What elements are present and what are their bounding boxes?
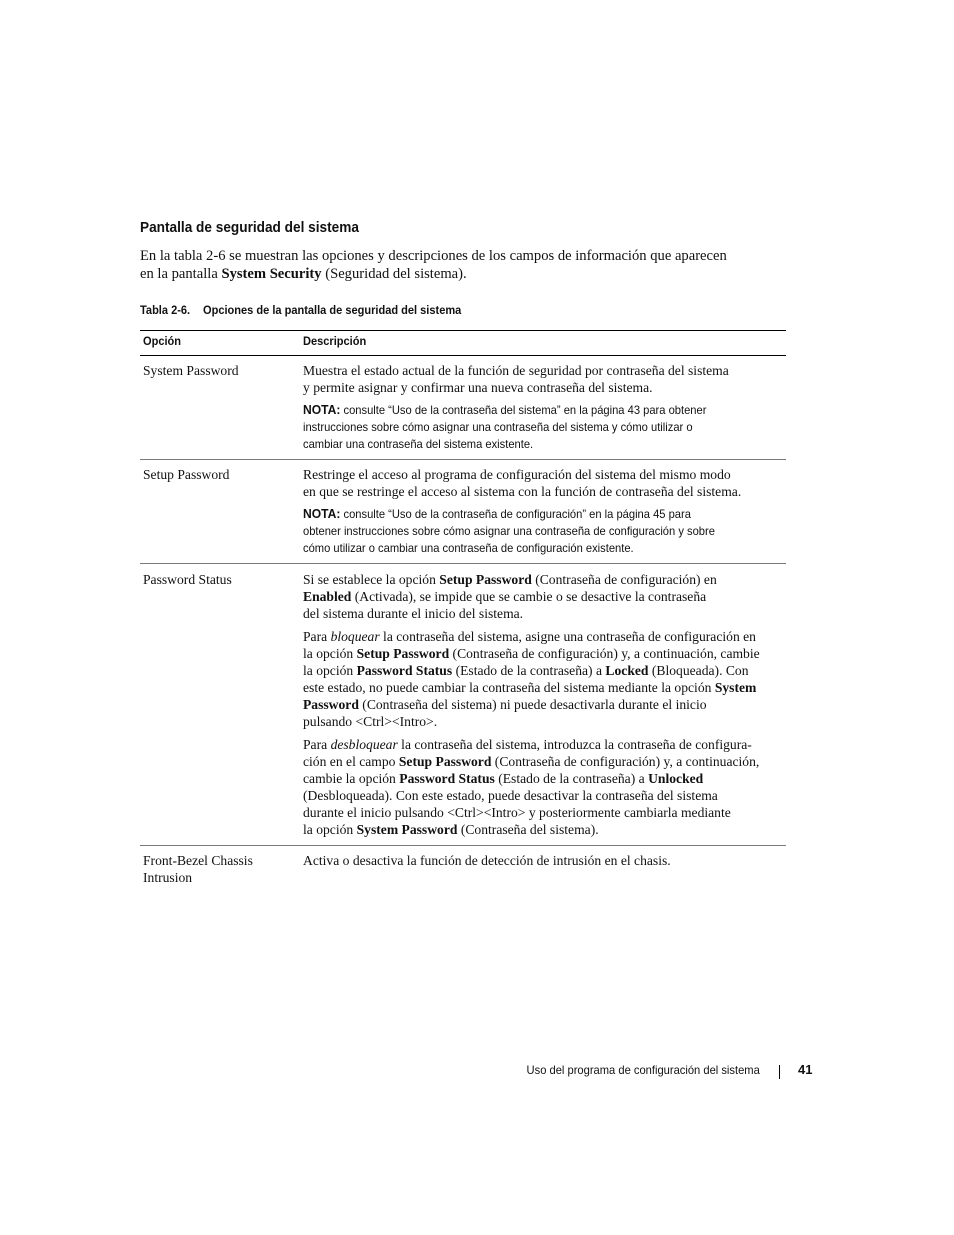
table-caption-number: Tabla 2-6. <box>140 303 191 317</box>
option-description <box>303 466 786 557</box>
table-row <box>140 846 786 885</box>
note-block: NOTA: consulte “Uso de la contraseña del sistema” en la página 43 para obtener instrucciones sobre cómo asignar una contraseña del sistema y cómo utilizar o cambiar una contraseña del sistema existente. <box>303 402 707 451</box>
table-caption-title: Opciones de la pantalla de seguridad del sistema <box>202 303 462 317</box>
option-name: System Password <box>143 363 239 378</box>
page-footer <box>0 1062 954 1082</box>
description-paragraph: Muestra el estado actual de la función de seguridad por contraseña del sistema y permite asignar y confirmar una nueva contraseña del sistema. <box>303 363 729 395</box>
option-name: Password Status <box>143 572 232 587</box>
options-table <box>140 330 786 885</box>
description-paragraph: Para bloquear la contraseña del sistema, asigne una contraseña de configuración en la opción Setup Password (Contraseña de configuración) y, a continuación, cambie la opción Password Status (Estado de la contraseña) a Locked (Bloqueada). Con este estado, no puede cambiar la contraseña del sistema mediante la opción System Password (Contraseña del sistema) ni puede desactivarla durante el inicio pulsando <Ctrl><Intro>. <box>303 629 760 729</box>
option-description <box>303 852 786 869</box>
description-paragraph: Para desbloquear la contraseña del sistema, introduzca la contraseña de configura- ción en el campo Setup Password (Contraseña de configuración) y, a continuación, cambie la opción Password Status (Estado de la contraseña) a Unlocked (Desbloqueada). Con este estado, puede desactivar la contraseña del sistema durante el inicio pulsando <Ctrl><Intro> y posteriormente cambiarla mediante la opción System Password (Contraseña del sistema). <box>303 737 760 837</box>
table-caption <box>140 303 461 317</box>
footer-separator <box>779 1065 780 1079</box>
option-name: Setup Password <box>143 467 230 482</box>
intro-paragraph <box>140 247 800 283</box>
description-paragraph: Si se establece la opción Setup Password (Contraseña de configuración) en Enabled (Activada), se impide que se cambie o se desactive la contraseña del sistema durante el inicio del sistema. <box>303 572 717 621</box>
table-row <box>140 460 786 564</box>
description-paragraph: Activa o desactiva la función de detección de intrusión en el chasis. <box>303 853 671 868</box>
option-name: Front-Bezel Chassis Intrusion <box>143 853 253 885</box>
header-description: Descripción <box>303 334 367 348</box>
page-number: 41 <box>798 1062 813 1077</box>
intro-line: En la tabla 2-6 se muestran las opciones y descripciones de los campos de información que aparecen <box>140 248 727 264</box>
intro-line: en la pantalla System Security (Seguridad del sistema). <box>140 266 467 282</box>
table-body <box>140 356 786 885</box>
note-block: NOTA: consulte “Uso de la contraseña de configuración” en la página 45 para obtener instrucciones sobre cómo asignar una contraseña de configuración y sobre cómo utilizar o cambiar una contraseña de configuración existente. <box>303 506 715 555</box>
table-row <box>140 356 786 460</box>
description-paragraph: Restringe el acceso al programa de configuración del sistema del mismo modo en que se restringe el acceso al sistema con la función de contraseña del sistema. <box>303 467 742 499</box>
footer-chapter-title: Uso del programa de configuración del sistema <box>526 1063 760 1077</box>
header-option: Opción <box>143 334 182 348</box>
section-heading: Pantalla de seguridad del sistema <box>140 220 359 236</box>
table-header-row <box>140 331 786 356</box>
option-description <box>303 571 786 838</box>
table-row <box>140 564 786 846</box>
option-description <box>303 362 786 453</box>
